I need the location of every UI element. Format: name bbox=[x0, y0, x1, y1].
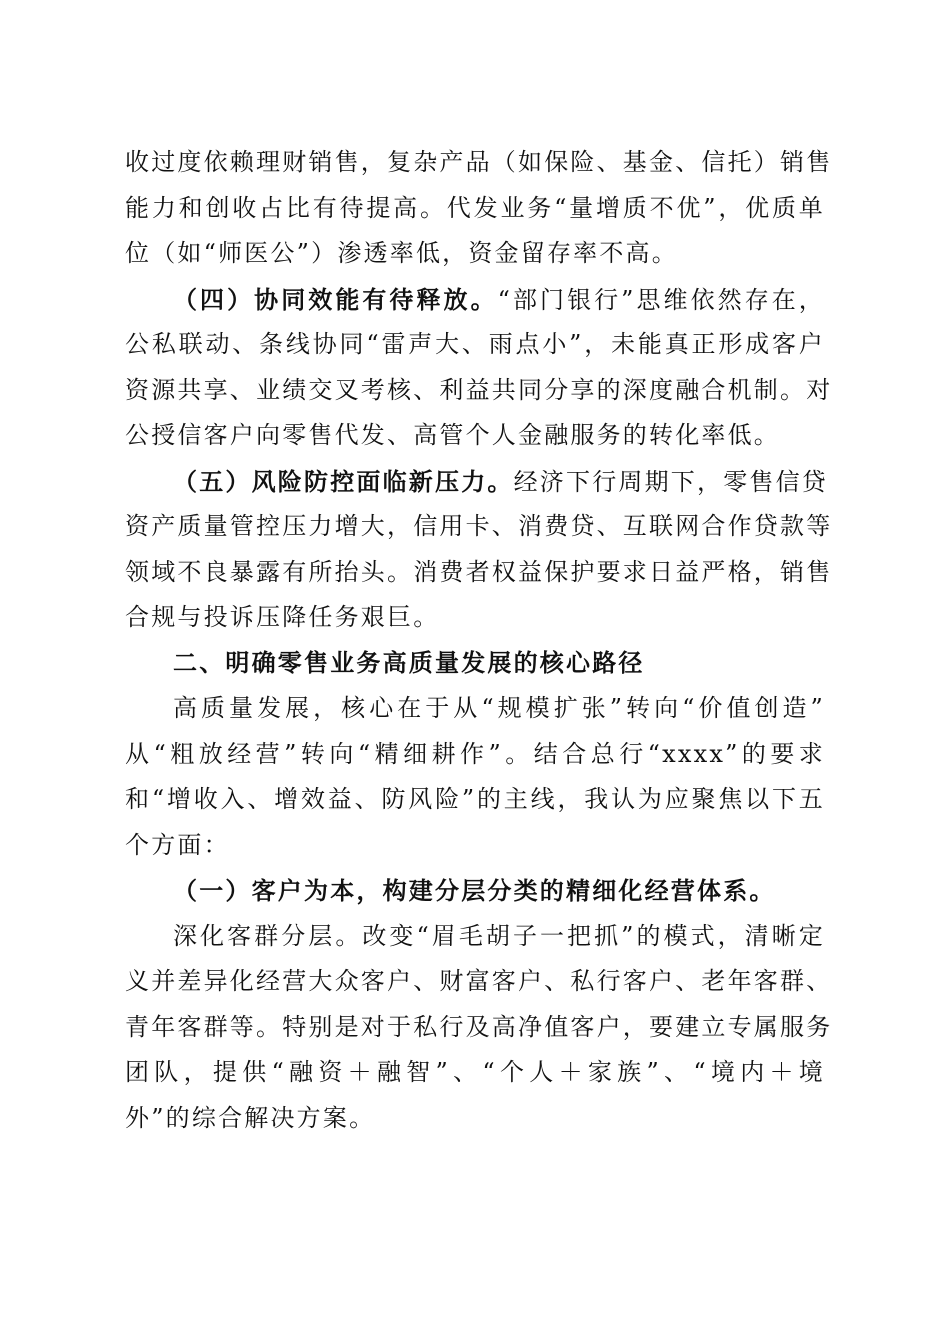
text-line: 公私联动、条线协同“雷声大、雨点小”，未能真正形成客户 bbox=[125, 330, 825, 358]
text-line: 青年客群等。特别是对于私行及高净值客户，要建立专属服务 bbox=[125, 1012, 833, 1041]
section-heading-line bbox=[125, 277, 825, 323]
text-line: 位（如“师医公”）渗透率低，资金留存率不高。 bbox=[125, 239, 678, 267]
text-line: 和“增收入、增效益、防风险”的主线，我认为应聚焦以下五 bbox=[125, 785, 825, 813]
text-line: 高质量发展，核心在于从“规模扩张”转向“价值创造” bbox=[173, 694, 825, 722]
subsection-title: （一）客户为本，构建分层分类的精细化经营体系。 bbox=[173, 876, 776, 905]
document-body bbox=[125, 140, 833, 1141]
text-line: 公授信客户向零售代发、高管个人金融服务的转化率低。 bbox=[125, 421, 780, 449]
subsection-title: （五）风险防控面临新压力。 bbox=[173, 466, 514, 496]
text-line: 资源共享、业绩交叉考核、利益共同分享的深度融合机制。对 bbox=[125, 375, 833, 404]
text-line: 资产质量管控压力增大，信用卡、消费贷、互联网合作贷款等 bbox=[125, 512, 833, 540]
text-line: 义并差异化经营大众客户、财富客户、私行客户、老年客群、 bbox=[125, 967, 833, 995]
text-line: 合规与投诉压降任务艰巨。 bbox=[125, 603, 440, 631]
text-line: 从“粗放经营”转向“精细耕作”。结合总行“xxxx”的要求 bbox=[125, 739, 825, 768]
text-line: 深化客群分层。改变“眉毛胡子一把抓”的模式，清晰定 bbox=[173, 921, 825, 950]
text-line: 个方面： bbox=[125, 830, 230, 859]
text-line: 团队，提供“融资＋融智”、“个人＋家族”、“境内＋境 bbox=[125, 1058, 825, 1086]
subsection-title: （四）协同效能有待释放。 bbox=[173, 284, 498, 314]
section-heading-line bbox=[125, 459, 829, 505]
text-line: 收过度依赖理财销售，复杂产品（如保险、基金、信托）销售 bbox=[125, 148, 833, 176]
text-line: 外”的综合解决方案。 bbox=[125, 1103, 376, 1132]
section-title: 二、明确零售业务高质量发展的核心路径 bbox=[173, 648, 645, 677]
text-span: “部门银行”思维依然存在， bbox=[497, 285, 826, 314]
text-span: 经济下行周期下，零售信贷 bbox=[513, 467, 829, 496]
text-line: 能力和创收占比有待提高。代发业务“量增质不优”，优质单 bbox=[125, 193, 825, 222]
text-line: 领域不良暴露有所抬头。消费者权益保护要求日益严格，销售 bbox=[125, 557, 833, 586]
